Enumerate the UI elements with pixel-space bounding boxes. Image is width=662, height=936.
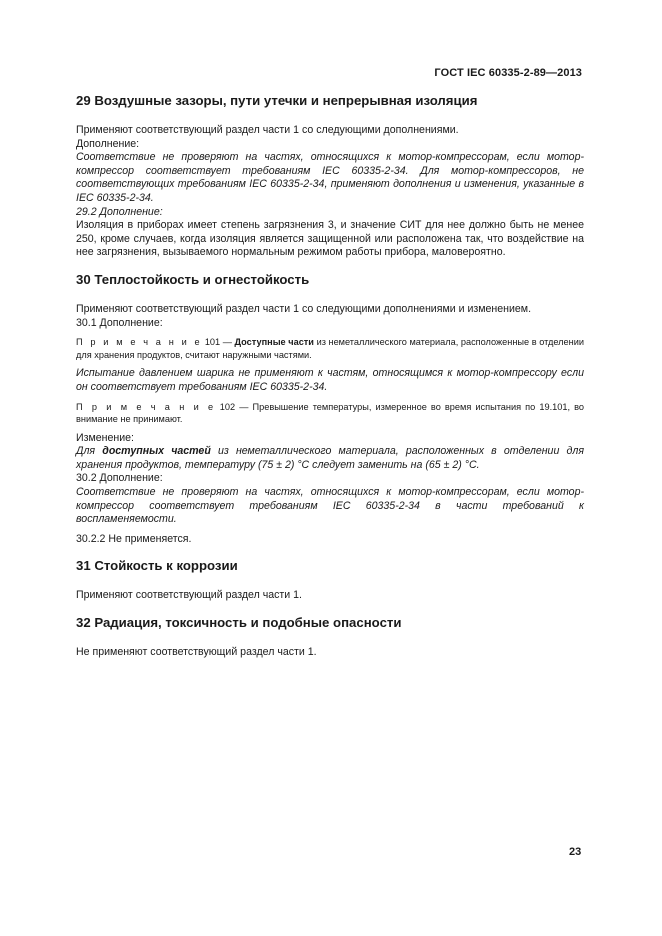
- note-label: П р и м е ч а н и е: [76, 401, 216, 412]
- note-text: из неметаллического материала, расположенные в отделении для хранения продуктов, считают наружными частями.: [76, 337, 584, 360]
- sec30-p5: [76, 445, 584, 472]
- p5-post: из неметаллического материала, расположенных в отделении для хранения продуктов, температуру (75 ± 2) °С следует заменить на (65 ± 2) °С.: [76, 445, 584, 471]
- sec30-p6: 30.2 Дополнение:: [76, 472, 163, 485]
- note-term: Доступные части: [234, 337, 314, 348]
- p5-pre: Для: [76, 445, 96, 458]
- sec29-p3: Соответствие не проверяют на частях, относящихся к мотор-компрессорам, если мотор-компрессор соответствует требованиям IEC 60335-2-34. Для мотор-компрессоров, не соответствующих требованиям IEC 60335-2-34, применяют дополнения и изменения, указанные в IEC 60335-2-34.: [76, 151, 584, 204]
- sec29-p4: 29.2 Дополнение:: [76, 205, 163, 218]
- section-30-title: 30 Теплостойкость и огнестойкость: [76, 271, 310, 287]
- sec30-note-101: [76, 336, 584, 361]
- sec30-p2: 30.1 Дополнение:: [76, 316, 163, 329]
- sec30-p8: 30.2.2 Не применяется.: [76, 532, 192, 545]
- section-31-title: 31 Стойкость к коррозии: [76, 558, 238, 574]
- section-32-title: 32 Радиация, токсичность и подобные опасности: [76, 615, 402, 631]
- note-number: 101 —: [204, 337, 232, 348]
- sec32-p1: Не применяют соответствующий раздел части 1.: [76, 646, 317, 659]
- sec30-p7: Соответствие не проверяют на частях, относящихся к мотор-компрессорам, если мотор-компрессор соответствует требованиям IEC 60335-2-34 в части требований к воспламеняемости.: [76, 486, 584, 526]
- p5-term: доступных частей: [102, 445, 211, 458]
- sec29-p5: Изоляция в приборах имеет степень загрязнения 3, и значение СИТ для нее должно быть не менее 250, кроме случаев, когда изоляция является защищенной или расположена так, что воздействие на нее загрязнения, вызываемого нормальным режимом работы прибора, маловероятно.: [76, 219, 584, 259]
- sec30-p1: Применяют соответствующий раздел части 1 со следующими дополнениями и изменением.: [76, 302, 532, 315]
- sec29-p1: Применяют соответствующий раздел части 1 со следующими дополнениями.: [76, 124, 459, 136]
- sec30-note-102: [76, 401, 584, 426]
- sec30-p4: Изменение:: [76, 431, 134, 444]
- sec29-p2: Дополнение:: [76, 137, 140, 150]
- sec30-p3: Испытание давлением шарика не применяют к частям, относящимся к мотор-компрессору если он соответствует требованиям IEC 60335-2-34.: [76, 367, 584, 393]
- note-text: 102 — Превышение температуры, измеренное во время испытания по 19.101, во внимание не принимают.: [76, 401, 584, 425]
- note-label: П р и м е ч а н и е: [76, 337, 203, 348]
- page-content: [76, 93, 584, 660]
- page-number: 23: [569, 846, 582, 858]
- section-29-title: 29 Воздушные зазоры, пути утечки и непрерывная изоляция: [76, 93, 478, 108]
- sec31-p1: Применяют соответствующий раздел части 1.: [76, 589, 302, 602]
- standard-header: ГОСТ IEC 60335-2-89—2013: [434, 67, 582, 79]
